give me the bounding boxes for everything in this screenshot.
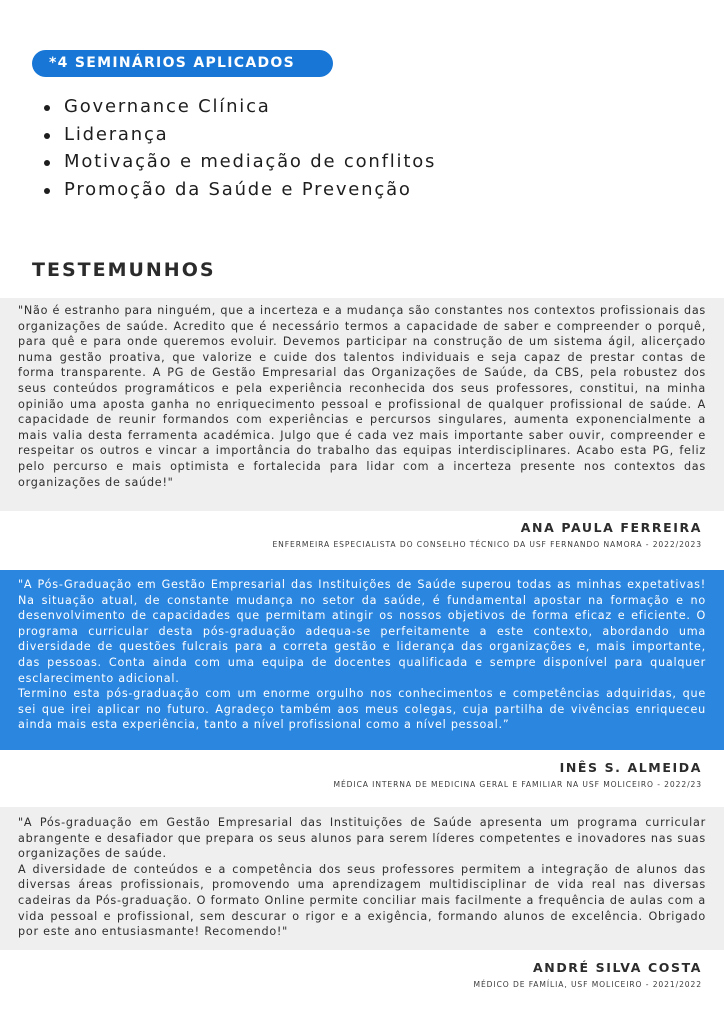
seminar-label: Motivação e mediação de conflitos — [64, 151, 437, 172]
testimonial-quote — [0, 298, 724, 511]
quote-paragraph: "A Pós-Graduação em Gestão Empresarial das Instituições de Saúde superou todas as minhas expetativas! Na situação atual, de constante mudança no setor da saúde, é fundamental apostar na formação e no desenvolvimento de capacidades que permitam atingir os nossos objetivos de forma eficaz e eficiente. O programa curricular desta pós-graduação adequa-se perfeitamente a este contexto, abordando uma diversidade de questões fulcrais para a correta gestão e liderança das organizações e, mais importante, das pessoas. Conta ainda com uma equipa de docentes qualificada e sempre disponível para qualquer esclarecimento adicional. — [18, 578, 706, 685]
quote-paragraph: A diversidade de conteúdos e a competência dos seus professores permitem a integração de alunos das diversas áreas profissionais, promovendo uma aprendizagem multidisciplinar de vida real nas diversas cadeiras da Pós-graduação. O formato Online permite conciliar mais facilmente a frequência de aulas com a vida pessoal e profissional, sem descurar o rigor e a exigência, formando alunos de excelência. Obrigado por este ano entusiasmante! Recomendo!" — [18, 862, 706, 939]
testimonial-author — [272, 520, 702, 551]
bullet-icon — [44, 188, 50, 194]
seminar-label: Governance Clínica — [64, 96, 271, 117]
quote-paragraph: "Não é estranho para ninguém, que a incerteza e a mudança são constantes nos contextos profissionais das organizações de saúde. Acredito que é necessário termos a capacidade de saber e compreender o porquê, para quê e para onde queremos evoluir. Devemos participar na construção de um sistema ágil, alicerçado numa gestão proativa, que valorize e cuide dos talentos individuais e seja capaz de prestar contas de forma transparente. A PG de Gestão Empresarial das Organizações de Saúde, da CBS, pela robustez dos seus conteúdos programáticos e pela experiência reconhecida dos seus professores, constitui, na minha opinião uma aposta ganha no enriquecimento pessoal e profissional de qualquer profissional de saúde. A capacidade de reunir formandos com experiências e percursos singulares, aumenta exponencialmente a mais valia desta ferramenta académica. Julgo que é cada vez mais importante saber ouvir, compreender e respeitar os outros e vincar a importância do trabalho das equipas interdisciplinares. Acabo esta PG, feliz pelo percurso e mais optimista e fortalecida para lidar com a incerteza presente nos contextos das organizações de saúde!" — [18, 304, 706, 489]
quote-paragraph: Termino esta pós-graduação com um enorme orgulho nos conhecimentos e competências adquiridas, que sei que irei aplicar no futuro. Agradeço também aos meus colegas, cuja partilha de vivências enriqueceu ainda mais esta experiência, tanto a nível profissional como a nível pessoal.” — [18, 687, 706, 732]
bullet-icon — [44, 160, 50, 166]
seminar-label: Liderança — [64, 123, 169, 145]
testimonial-quote — [0, 570, 724, 750]
testimonials-title: TESTEMUNHOS — [32, 259, 216, 281]
testimonial-author — [334, 760, 702, 791]
author-role: ENFERMEIRA ESPECIALISTA DO CONSELHO TÉCNICO DA USF FERNANDO NAMORA - 2022/2023 — [272, 540, 702, 549]
author-role: MÉDICO DE FAMÍLIA, USF MOLICEIRO - 2021/2022 — [473, 980, 702, 989]
quote-paragraph: "A Pós-graduação em Gestão Empresarial das Instituições de Saúde apresenta um programa curricular abrangente e desafiador que prepara os seus alunos para serem líderes competentes e inovadores nas suas organizações de saúde. — [18, 816, 706, 861]
author-name: INÊS S. ALMEIDA — [559, 760, 702, 775]
author-name: ANDRÉ SILVA COSTA — [532, 960, 702, 975]
testimonial-author — [474, 960, 702, 991]
testimonial-quote — [0, 807, 724, 950]
author-name: ANA PAULA FERREIRA — [520, 520, 702, 535]
bullet-icon — [44, 133, 50, 139]
seminar-item — [40, 121, 436, 149]
seminars-badge: *4 SEMINÁRIOS APLICADOS — [32, 50, 333, 77]
author-role: MÉDICA INTERNA DE MEDICINA GERAL E FAMILIAR NA USF MOLICEIRO - 2022/23 — [333, 780, 702, 789]
seminar-item — [40, 148, 436, 176]
seminar-label: Promoção da Saúde e Prevenção — [64, 178, 412, 200]
seminar-item — [40, 93, 436, 121]
bullet-icon — [44, 105, 50, 111]
seminar-item — [40, 176, 436, 204]
seminars-list — [40, 93, 436, 203]
